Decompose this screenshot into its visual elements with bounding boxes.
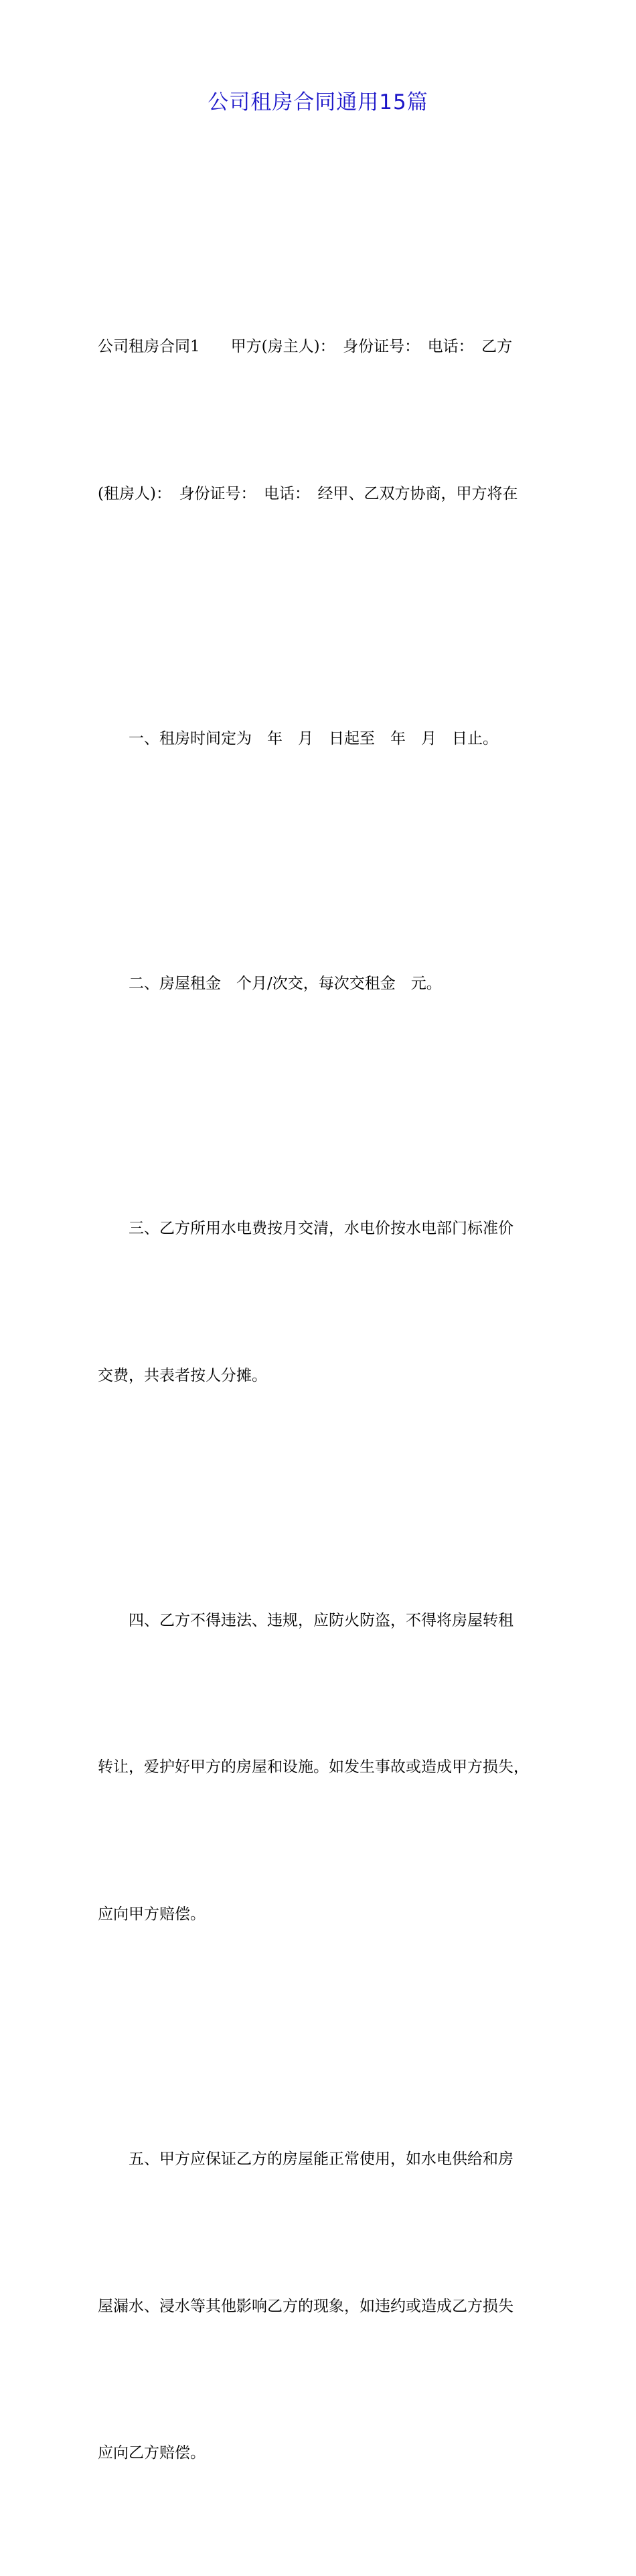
document-body bbox=[98, 225, 540, 2576]
clause-5 bbox=[98, 2037, 540, 2576]
intro-paragraph bbox=[98, 225, 540, 617]
text-line: 转让，爱护好甲方的房屋和设施。如发生事故或造成甲方损失， bbox=[98, 1758, 529, 1776]
text-line: 三、乙方所用水电费按月交清，水电价按水电部门标准价 bbox=[129, 1220, 513, 1238]
text-line: 四、乙方不得违法、违规，应防火防盗，不得将房屋转租 bbox=[129, 1611, 513, 1629]
text-line: 屋漏水、浸水等其他影响乙方的现象，如违约或造成乙方损失 bbox=[98, 2297, 513, 2315]
text-line: 二、房屋租金 个月/次交，每次交租金 元。 bbox=[129, 975, 442, 993]
text-line: 应向甲方赔偿。 bbox=[98, 1905, 206, 1923]
clause-2 bbox=[98, 862, 540, 1107]
text-line: 一、租房时间定为 年 月 日起至 年 月 日止。 bbox=[129, 730, 498, 748]
clause-1 bbox=[98, 617, 540, 862]
text-line: (租房人)： 身份证号： 电话： 经甲、乙双方协商，甲方将在 bbox=[98, 485, 518, 503]
text-line: 交费，共表者按人分摊。 bbox=[98, 1366, 267, 1384]
clause-3 bbox=[98, 1107, 540, 1499]
text-line: 应向乙方赔偿。 bbox=[98, 2444, 206, 2462]
text-line: 五、甲方应保证乙方的房屋能正常使用，如水电供给和房 bbox=[129, 2150, 513, 2168]
text-line: 公司租房合同1 甲方(房主人)： 身份证号： 电话： 乙方 bbox=[98, 338, 513, 356]
clause-4 bbox=[98, 1498, 540, 2037]
document-title: 公司租房合同通用15篇 bbox=[208, 90, 428, 114]
